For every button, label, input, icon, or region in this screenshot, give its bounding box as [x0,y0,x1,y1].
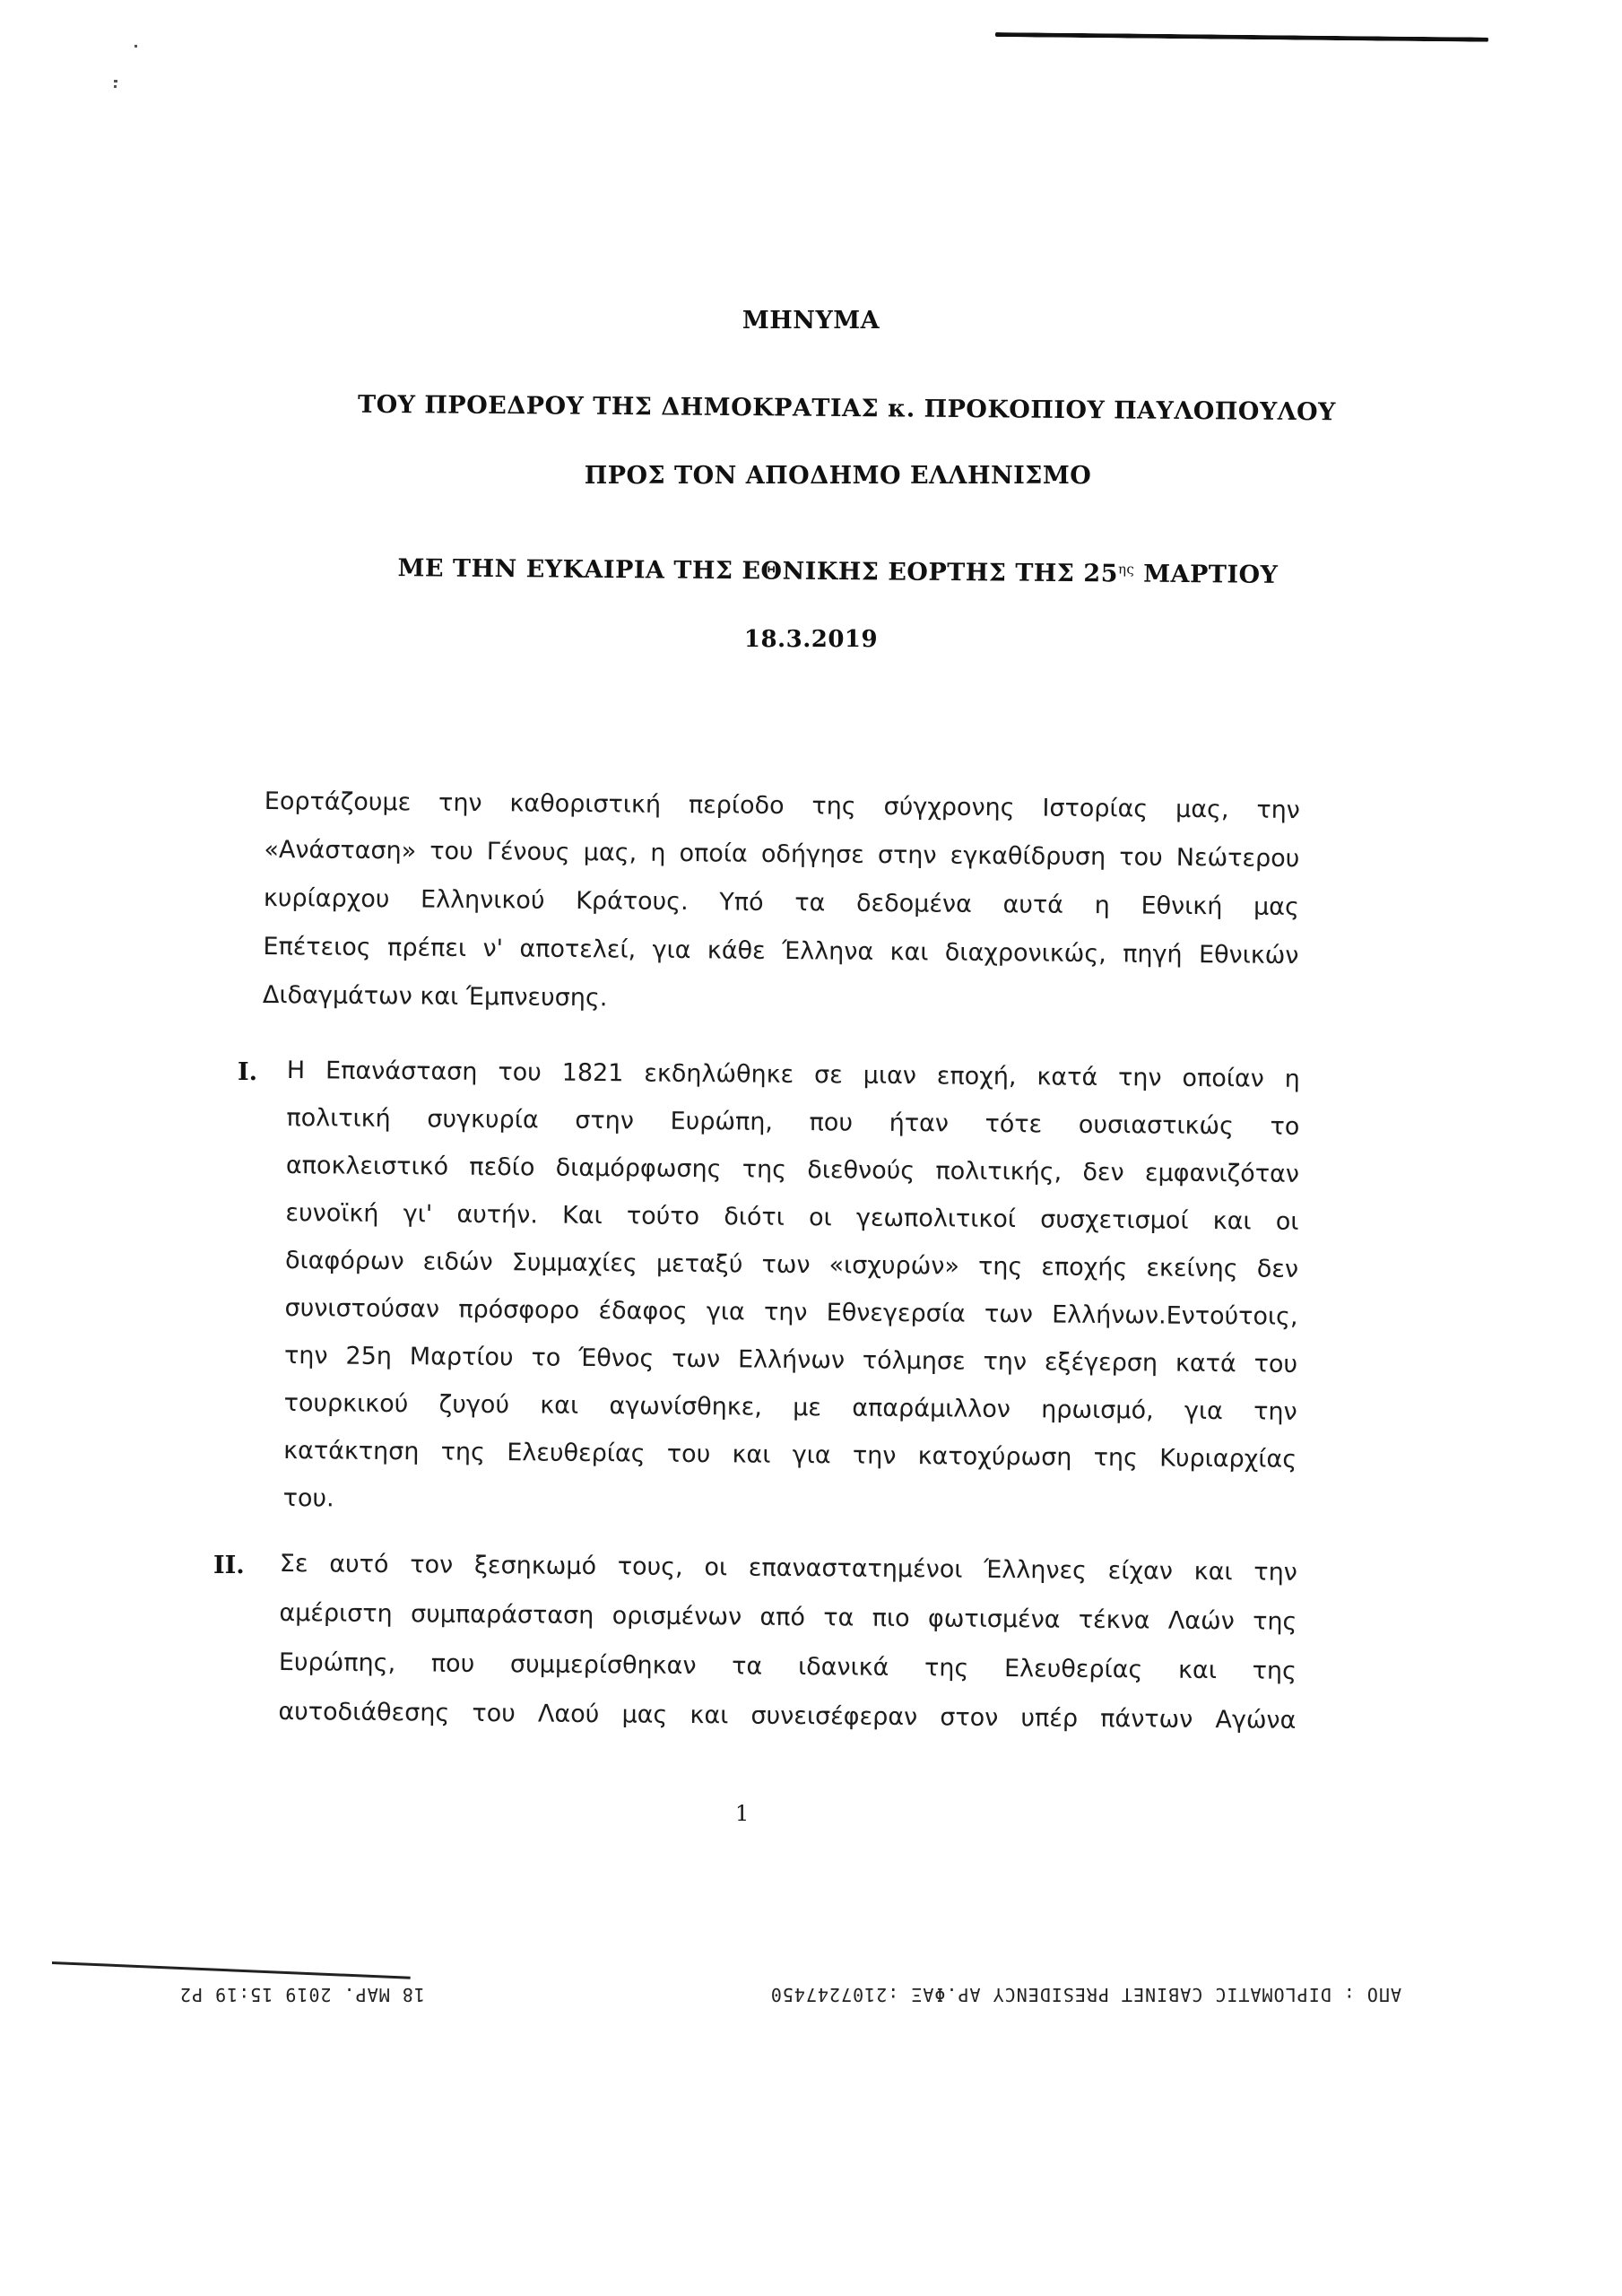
paragraph-line: Επέτειος πρέπει ν' αποτελεί, για κάθε Έλληνα και διαχρονικώς, πηγή Εθνικών [263,932,1299,970]
intro-paragraph [262,787,1300,1013]
paragraph-line: κατάκτηση της Ελευθερίας του και για την κατοχύρωση της Κυριαρχίας [283,1436,1297,1474]
paragraph-line: ευνοϊκή γι' αυτήν. Και τούτο διότι οι γεωπολιτικοί συσχετισμοί και οι [285,1198,1299,1236]
paragraph-line: του. [282,1483,334,1513]
fax-edge-line [995,32,1488,42]
section-1-paragraph [282,1057,1300,1513]
page-number: 1 [735,1801,750,1826]
paragraph-line: αποκλειστικό πεδίο διαμόρφωσης της διεθνούς πολιτικής, δεν εμφανιζόταν [285,1151,1300,1188]
paragraph-line: διαφόρων ειδών Συμμαχίες μεταξύ των «ισχυρών» της εποχής εκείνης δεν [284,1246,1299,1283]
occasion-month: ΜΑΡΤΙΟΥ [1134,560,1279,589]
title-line-occasion [27,552,1622,592]
section-2-paragraph [278,1550,1297,1735]
paragraph-line: Ευρώπης, που συμμερίσθηκαν τα ιδανικά της Ελευθερίας και της [278,1648,1297,1685]
paragraph-line: την 25η Μαρτίου το Έθνος των Ελλήνων τόλμησε την εξέγερση κατά του [283,1341,1298,1378]
paragraph-line: «Ανάσταση» του Γένους μας, η οποία οδήγησε στην εγκαθίδρυση του Νεώτερου [264,835,1300,874]
scan-speck [114,80,117,83]
paragraph-line: πολιτική συγκυρία στην Ευρώπη, που ήταν τότε ουσιαστικώς το [286,1103,1300,1141]
fax-timestamp: 18 ΜΑΡ. 2019 15:19 P2 [179,1984,425,2005]
paragraph-line: τουρκικού ζυγού και αγωνίσθηκε, με απαράμιλλον ηρωισμό, για την [283,1388,1297,1426]
section-numeral: I. [238,1058,258,1086]
scan-speck [114,85,117,88]
paragraph-line: Εορτάζουμε την καθοριστική περίοδο της σύγχρονης Ιστορίας μας, την [264,787,1300,825]
document-title: ΜΗΝΥΜΑ [742,307,880,335]
paragraph-line: αυτοδιάθεσης του Λαού μας και συνεισέφεραν στον υπέρ πάντων Αγώνα [278,1697,1297,1735]
title-line-recipient: ΠΡΟΣ ΤΟΝ ΑΠΟΔΗΜΟ ΕΛΛΗΝΙΣΜΟ [584,462,1092,490]
document-date: 18.3.2019 [743,626,879,653]
paragraph-line: συνιστούσαν πρόσφορο έδαφος για την Εθνεγερσία των Ελλήνων.Εντούτοις, [284,1293,1298,1331]
ordinal-suffix: ης [1117,561,1135,578]
scan-speck [134,45,137,48]
paragraph-line: αμέριστη συμπαράσταση ορισμένων από τα πιο φωτισμένα τέκνα Λαών της [279,1598,1297,1636]
paragraph-line: κυρίαρχου Ελληνικού Κράτους. Υπό τα δεδομένα αυτά η Εθνική μας [263,883,1300,922]
section-numeral: II. [213,1552,245,1579]
fax-footer-line [52,1961,411,1979]
title-line-president: ΤΟΥ ΠΡΟΕΔΡΟΥ ΤΗΣ ΔΗΜΟΚΡΑΤΙΑΣ κ. ΠΡΟΚΟΠΙΟΥ ΠΑΥΛΟΠΟΥΛΟΥ [357,390,1337,427]
paragraph-line: Η Επανάσταση του 1821 εκδηλώθηκε σε μιαν εποχή, κατά την οποίαν η [286,1057,1300,1093]
fax-sender-info: ΑΠΟ : DIPLOMATIC CABINET PRESIDENCY ΑΡ.ΦΑΞ :2107247450 [769,1984,1401,2005]
occasion-text: ΜΕ ΤΗΝ ΕΥΚΑΙΡΙΑ ΤΗΣ ΕΘΝΙΚΗΣ ΕΟΡΤΗΣ ΤΗΣ 25 [397,554,1119,588]
paragraph-line: Σε αυτό τον ξεσηκωμό τους, οι επαναστατημένοι Έλληνες είχαν και την [279,1550,1297,1587]
paragraph-line: Διδαγμάτων και Έμπνευσης. [262,980,608,1013]
